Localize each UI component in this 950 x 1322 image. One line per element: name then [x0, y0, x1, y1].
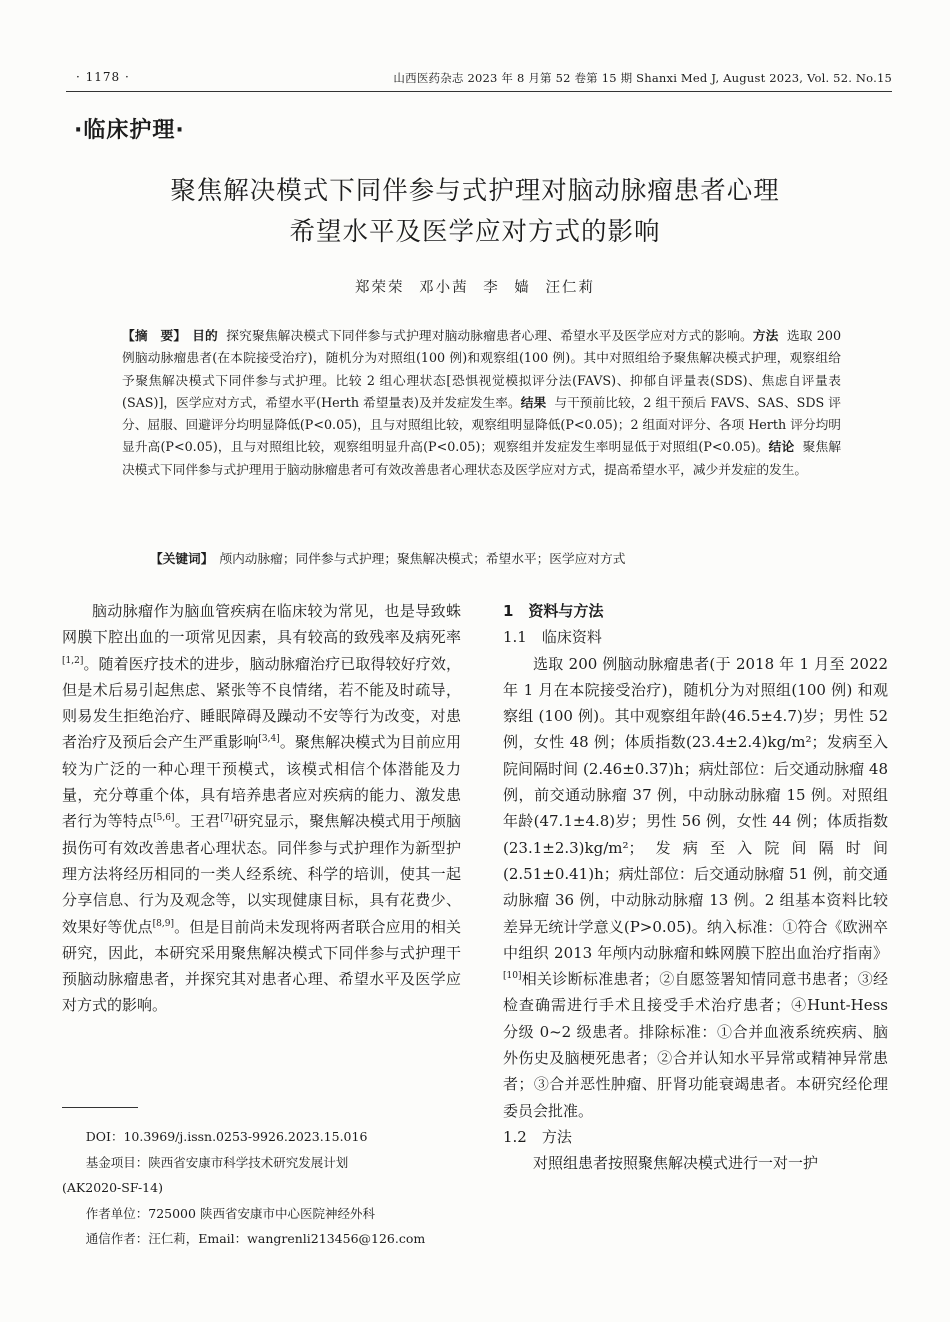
citation: [7] — [220, 813, 234, 824]
citation: [3,4] — [258, 734, 280, 745]
footnotes — [62, 1124, 461, 1252]
journal-header: 山西医药杂志 2023 年 8 月第 52 卷第 15 期 Shanxi Med J, August 2023, Vol. 52. No.15 — [393, 71, 892, 85]
page-number: · 1178 · — [76, 70, 130, 84]
intro-text: 。聚焦解决模式为目前应用较为广泛的一种心理干预模式，该模式相信个体潜能及力量，充分尊重个体，具有培养患者应对疾病的能力、激发患者行为等特点 — [62, 733, 461, 831]
author-list: 郑荣荣 邓小茜 李 嫱 汪仁莉 — [355, 280, 595, 296]
corresponding-author: 通信作者：汪仁莉，Email：wangrenli213456@126.com — [85, 1231, 426, 1246]
abstract-label: 【摘 要】 — [122, 328, 187, 343]
abstract-conclusion: 聚焦解决模式下同伴参与式护理用于脑动脉瘤患者可有效改善患者心理状态及医学应对方式，提高希望水平，减少并发症的发生。 — [122, 439, 842, 477]
citation: [8,9] — [152, 918, 174, 929]
citation: [1,2] — [62, 655, 84, 666]
intro-text: 。王君 — [174, 812, 221, 831]
citation: [5,6] — [153, 813, 175, 824]
methods-text: 相关诊断标准患者；②自愿签署知情同意书患者；③经检查确需进行手术且接受手术治疗患者；④Hunt-Hess 分级 0~2 级患者。排除标准：①合并血液系统疾病、脑外伤史及脑梗死患者；②合并认知水平异常或精神异常患者；③合并恶性肿瘤、肝肾功能衰竭患者。本研究经伦理委员会批准。 — [503, 970, 888, 1120]
abstract-objective: 探究聚焦解决模式下同伴参与式护理对脑动脉瘤患者心理、希望水平及医学应对方式的影响。 — [226, 328, 753, 343]
abstract-results: 与干预前比较，2 组干预后 FAVS、SAS、SDS 评分、屈服、回避评分均明显降低(P<0.05)，且与对照组比较，观察组明显降低(P<0.05)；2 组面对评分、各项 Herth 评分均明显升高(P<0.05)，且与对照组比较，观察组明显升高(P<0.05)；观察组并发症发生率明显低于对照组(P<0.05)。 — [122, 394, 841, 455]
author-unit: 作者单位：725000 陕西省安康市中心医院神经外科 — [85, 1205, 375, 1221]
intro-text: 脑动脉瘤作为脑血管疾病在临床较为常见，也是导致蛛网膜下腔出血的一项常见因素，具有较高的致残率及病死率 — [62, 602, 461, 647]
heading-clinical-data: 1.1 临床资料 — [503, 628, 602, 647]
intro-text: 。随着医疗技术的进步，脑动脉瘤治疗已取得较好疗效，但是术后易引起焦虑、紧张等不良情绪，若不能及时疏导，则易发生拒绝治疗、睡眠障碍及躁动不安等行为改变，对患者治疗及预后会产生严重影响 — [62, 654, 461, 752]
keywords-label: 【关键词】 — [150, 551, 214, 566]
clinical-data-paragraph — [503, 651, 888, 1124]
intro-text: 研究显示，聚焦解决模式用于颅脑损伤可有效改善患者心理状态。同伴参与式护理作为新型护理方法将经历相同的一类人经系统、科学的培训，使其一起分享信息、行为及观念等，以实现健康目标，具有花费少、效果好等优点 — [62, 812, 461, 936]
paper-title-line2: 希望水平及医学应对方式的影响 — [289, 217, 661, 247]
abstract-objective-label: 目的 — [192, 328, 218, 343]
paper-title-line1: 聚焦解决模式下同伴参与式护理对脑动脉瘤患者心理 — [170, 176, 780, 206]
method-paragraph: 对照组患者按照聚焦解决模式进行一对一护 — [533, 1154, 819, 1173]
fund: 基金项目：陕西省安康市科学技术研究发展计划 — [85, 1154, 349, 1170]
intro-column — [62, 598, 461, 1019]
intro-paragraph — [62, 598, 461, 1019]
keywords-text: 颅内动脉瘤；同伴参与式护理；聚焦解决模式；希望水平；医学应对方式 — [219, 551, 626, 566]
abstract — [122, 325, 841, 481]
citation: [10] — [503, 971, 522, 982]
heading-materials-methods: 1 资料与方法 — [503, 602, 604, 620]
fund-code: (AK2020-SF-14) — [62, 1180, 163, 1195]
abstract-conclusion-label: 结论 — [768, 439, 795, 455]
abstract-results-label: 结果 — [520, 394, 547, 410]
doi: DOI：10.3969/j.issn.0253-9926.2023.15.016 — [85, 1129, 368, 1144]
methods-column — [503, 598, 888, 1177]
heading-method: 1.2 方法 — [503, 1127, 572, 1146]
footnote-rule — [62, 1107, 138, 1108]
methods-text: 选取 200 例脑动脉瘤患者(于 2018 年 1 月至 2022 年 1 月在本院接受治疗)，随机分为对照组(100 例) 和观察组 (100 例)。其中观察组年龄(46.5±4.7)岁；男性 52 例，女性 48 例；体质指数(23.4±2.4)kg/m²；发病至入院间隔时间 (2.46±0.37)h；病灶部位：后交通动脉瘤 48 例，前交通动脉瘤 37 例，中动脉动脉瘤 15 例。对照组年龄(47.1±4.8)岁；男性 56 例，女性 44 例；体质指数(23.1±2.3)kg/m²；发病至入院间隔时间 (2.51±0.41)h；病灶部位：后交通动脉瘤 51 例，前交通动脉瘤 36 例，中动脉动脉瘤 13 例。2 组基本资料比较差异无统计学意义(P>0.05)。纳入标准：①符合《欧洲卒中组织 2013 年颅内动脉瘤和蛛网膜下腔出血治疗指南》 — [503, 654, 888, 962]
abstract-methods: 选取 200 例脑动脉瘤患者(在本院接受治疗)，随机分为对照组(100 例)和观察组(100 例)。其中对照组给予聚焦解决模式护理，观察组给予聚焦解决模式下同伴参与式护理。比较 2 组心理状态[恐惧视觉模拟评分法(FAVS)、抑郁自评量表(SDS)、焦虑自评量表(SAS)]，医学应对方式，希望水平(Herth 希望量表)及并发症发生率。 — [122, 328, 842, 410]
keywords — [150, 548, 625, 567]
intro-text: 。但是目前尚未发现将两者联合应用的相关研究，因此，本研究采用聚焦解决模式下同伴参与式护理干预脑动脉瘤患者，并探究其对患者心理、希望水平及医学应对方式的影响。 — [62, 917, 461, 1015]
abstract-methods-label: 方法 — [752, 328, 779, 343]
header-rule — [66, 91, 892, 92]
section-label: ·临床护理· — [74, 118, 185, 143]
